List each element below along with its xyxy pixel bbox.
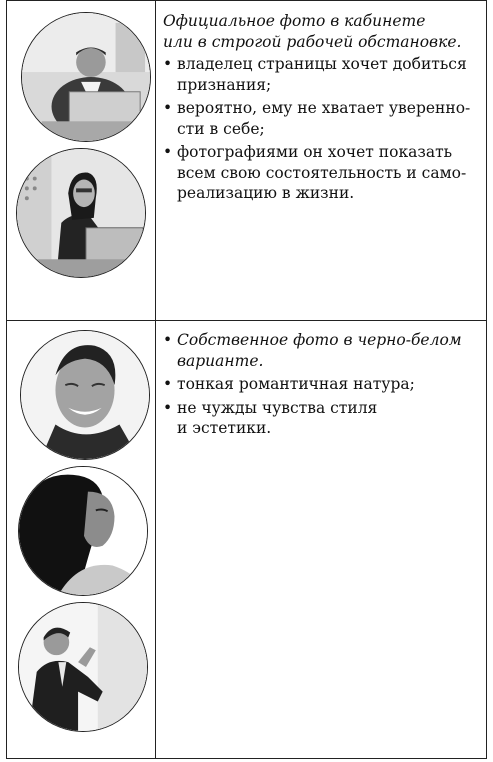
photo-smiling-man	[20, 330, 150, 460]
row1-text	[163, 11, 478, 207]
bullet-line: варианте.	[177, 351, 264, 370]
table-border-left	[6, 0, 7, 759]
man-in-suit-image	[19, 603, 147, 731]
bullet-line: реализацию в жизни.	[177, 184, 355, 202]
row-divider	[6, 320, 487, 321]
bullet-line: владелец страницы хочет добиться	[177, 55, 467, 73]
bullet-line: признания;	[177, 75, 272, 94]
table-border-top	[6, 0, 487, 1]
list-item	[163, 374, 478, 395]
bullet-line: сти в себе;	[177, 119, 265, 138]
row1-intro	[163, 11, 478, 52]
list-item	[163, 330, 478, 371]
bullet-line: всем свою состоятельность и само-	[177, 163, 467, 182]
bullet-line: тонкая романтичная натура;	[177, 375, 415, 393]
row1-intro-line2: или в строгой рабочей обстановке.	[163, 32, 462, 51]
businesswoman-image	[17, 149, 145, 277]
bullet-line: Собственное фото в черно-белом	[177, 331, 462, 349]
list-item	[163, 54, 478, 95]
woman-profile-image	[19, 467, 147, 595]
photo-businesswoman-desk	[16, 148, 146, 278]
bullet-line: вероятно, ему не хватает уверенно-	[177, 99, 471, 117]
table-border-bottom	[6, 758, 487, 759]
bullet-line: не чужды чувства стиля	[177, 398, 378, 417]
photo-businessman-laptop	[21, 12, 151, 142]
businessman-image	[22, 13, 150, 141]
list-item	[163, 98, 478, 139]
column-divider	[155, 0, 156, 759]
photo-man-in-suit	[18, 602, 148, 732]
table-border-right	[486, 0, 487, 759]
row1-bullet-list	[163, 54, 478, 204]
smiling-man-image	[21, 331, 149, 459]
row2-text	[163, 330, 478, 442]
bullet-line: фотографиями он хочет показать	[177, 143, 453, 161]
row1-intro-line1: Официальное фото в кабинете	[163, 12, 426, 30]
bullet-line: и эстетики.	[177, 419, 272, 437]
row2-bullet-list	[163, 330, 478, 439]
list-item	[163, 142, 478, 204]
list-item	[163, 398, 478, 439]
photo-woman-profile	[18, 466, 148, 596]
